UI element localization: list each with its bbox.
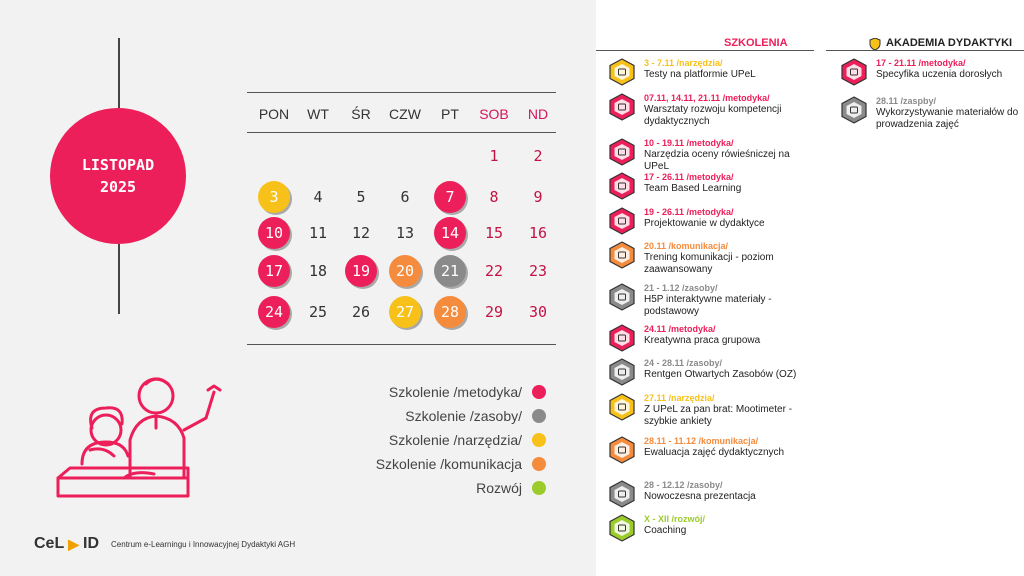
event-title: Nowoczesna prezentacja [644,491,756,502]
event-item[interactable] [608,480,814,508]
event-title: Trening komunikacji - poziom zaawansowany [644,252,774,275]
calendar-day[interactable]: 1 [489,147,499,165]
calendar-day[interactable]: 12 [351,224,371,242]
calendar-day[interactable]: 10 [258,217,290,249]
event-date: 24.11 /metodyka/ [644,324,716,334]
event-item[interactable] [608,58,814,86]
shield-icon [869,35,881,47]
event-text [644,172,814,195]
event-text [644,514,814,537]
event-title: H5P interaktywne materiały - podstawowy [644,294,772,317]
event-title: Coaching [644,525,687,536]
weekday-label: WT [307,106,329,122]
event-item[interactable] [840,96,1024,131]
calendar-day[interactable]: 29 [484,303,504,321]
event-item[interactable] [608,393,814,428]
calendar-divider-top [247,92,556,93]
event-date: 17 - 21.11 /metodyka/ [876,58,966,68]
event-item[interactable] [608,93,814,128]
event-item[interactable] [608,241,814,276]
graduation-cap-icon [840,58,868,86]
calendar-day[interactable]: 25 [308,303,328,321]
event-item[interactable] [608,514,814,542]
peer-review-icon [608,138,636,166]
legend-label: Rozwój [476,480,522,496]
coaching-icon [608,514,636,542]
copyright-icon [840,96,868,124]
event-text [876,96,1024,131]
legend-dot [532,433,546,447]
event-text [644,241,814,276]
event-text [644,393,814,428]
calendar-day[interactable]: 17 [258,255,290,287]
event-item[interactable] [608,436,814,464]
calendar-day[interactable]: 27 [389,296,421,328]
event-item[interactable] [608,283,814,318]
calendar-day[interactable]: 14 [434,217,466,249]
presentation-icon [608,93,636,121]
legend-dot [532,481,546,495]
month-name: LISTOPAD [81,156,155,174]
celid-logo [34,535,99,553]
event-title: Kreatywna praca grupowa [644,335,761,346]
legend-item [376,456,546,472]
communication-icon [608,241,636,269]
logo-left: CeL [34,535,65,552]
legend-item [389,432,546,448]
calendar-day[interactable]: 20 [389,255,421,287]
event-item[interactable] [608,358,814,386]
calendar-day[interactable]: 19 [345,255,377,287]
month-badge [50,108,186,244]
akademia-underline [826,50,1024,51]
calendar-day[interactable]: 8 [489,188,499,206]
event-text [644,207,814,230]
team-icon [608,172,636,200]
calendar-day[interactable]: 9 [533,188,543,206]
event-title: Specyfika uczenia dorosłych [876,69,1003,80]
event-text [644,138,814,173]
event-text [644,358,814,381]
event-text [644,58,814,81]
event-date: 28.11 /zaspby/ [876,96,937,106]
event-item[interactable] [840,58,1024,86]
event-title: Projektowanie w dydaktyce [644,218,765,229]
legend-label: Szkolenie /metodyka/ [388,384,522,400]
checklist-icon [608,58,636,86]
event-date: 19 - 26.11 /metodyka/ [644,207,734,217]
event-title: Ewaluacja zajęć dydaktycznych [644,447,785,458]
calendar-day[interactable]: 13 [395,224,415,242]
legend-item [405,408,546,424]
calendar-day[interactable]: 21 [434,255,466,287]
legend-dot [532,385,546,399]
footer-org-name: Centrum e-Learningu i Innowacyjnej Dydaktyki AGH [111,539,296,549]
weekday-label: ŚR [351,106,371,122]
szkolenia-underline [596,50,814,51]
event-date: 20.11 /komunikacja/ [644,241,729,251]
legend-item [389,384,546,400]
legend-item [476,480,546,496]
event-date: 28.11 - 11.12 /komunikacja/ [644,436,759,446]
chevron-right-icon: ▶ [68,535,80,552]
group-icon [608,324,636,352]
calendar-day[interactable]: 18 [308,262,328,280]
legend-dot [532,457,546,471]
event-date: 28 - 12.12 /zasoby/ [644,480,723,490]
weekday-label: PT [441,106,459,122]
event-title: Team Based Learning [644,183,742,194]
calendar-day[interactable]: 23 [528,262,548,280]
legend-label: Szkolenie /narzędzia/ [388,432,522,448]
survey-icon [608,393,636,421]
calendar-day[interactable]: 22 [484,262,504,280]
weekday-label: ND [527,106,549,122]
evaluation-icon [608,436,636,464]
event-title: Warsztaty rozwoju kompetencji dydaktycznych [644,104,782,127]
students-illustration [38,368,238,518]
calendar-day[interactable]: 24 [258,296,290,328]
calendar-day[interactable]: 3 [258,181,290,213]
slides-icon [608,480,636,508]
event-text [876,58,1024,81]
calendar-day[interactable]: 15 [484,224,504,242]
event-date: 3 - 7.11 /narzędzia/ [644,58,723,68]
calendar-day[interactable]: 11 [308,224,328,242]
calendar-day[interactable]: 16 [528,224,548,242]
calendar-day[interactable]: 5 [356,188,366,206]
event-text [644,283,814,318]
akademia-heading: AKADEMIA DYDAKTYKI [886,37,1013,49]
calendar-day[interactable]: 7 [434,181,466,213]
calendar-day[interactable]: 4 [313,188,323,206]
events-panel [596,0,1024,576]
month-year: 2025 [99,178,137,196]
event-title: Narzędzia oceny rówieśniczej na UPeL [644,149,790,172]
event-date: 17 - 26.11 /metodyka/ [644,172,734,182]
event-date: X - XII /rozwój/ [644,514,706,524]
footer [34,535,295,553]
calendar-day[interactable]: 2 [533,147,543,165]
logo-right: ID [83,535,100,552]
event-text [644,480,814,503]
event-date: 10 - 19.11 /metodyka/ [644,138,734,148]
weekday-label: CZW [389,106,421,122]
event-date: 07.11, 14.11, 21.11 /metodyka/ [644,93,770,103]
legend-dot [532,409,546,423]
event-date: 27.11 /narzędzia/ [644,393,715,403]
calendar-day[interactable]: 28 [434,296,466,328]
legend-label: Szkolenie /komunikacja [375,456,522,472]
calendar-day[interactable]: 26 [351,303,371,321]
event-item[interactable] [608,172,814,200]
event-title: Z UPeL za pan brat: Mootimeter - szybkie ankiety [644,404,793,427]
design-icon [608,207,636,235]
szkolenia-heading: SZKOLENIA [724,37,788,49]
legend-label: Szkolenie /zasoby/ [405,408,522,424]
event-date: 24 - 28.11 /zasoby/ [644,358,723,368]
weekday-label: SOB [479,106,509,122]
event-title: Wykorzystywanie materiałów do prowadzenia zajęć [876,107,1019,130]
event-item[interactable] [608,138,814,173]
xray-icon [608,358,636,386]
event-title: Rentgen Otwartych Zasobów (OZ) [644,369,797,380]
calendar-day[interactable]: 30 [528,303,548,321]
event-text [644,436,814,459]
event-date: 21 - 1.12 /zasoby/ [644,283,718,293]
event-item[interactable] [608,324,814,352]
event-item[interactable] [608,207,814,235]
interactive-icon [608,283,636,311]
event-text [644,324,814,347]
event-text [644,93,814,128]
event-title: Testy na platformie UPeL [644,69,756,80]
timeline-line-top [118,38,120,108]
timeline-line-bottom [118,244,120,314]
calendar-divider-header [247,132,556,133]
calendar-divider-bottom [247,344,556,345]
weekday-label: PON [258,106,290,122]
calendar-day[interactable]: 6 [400,188,410,206]
